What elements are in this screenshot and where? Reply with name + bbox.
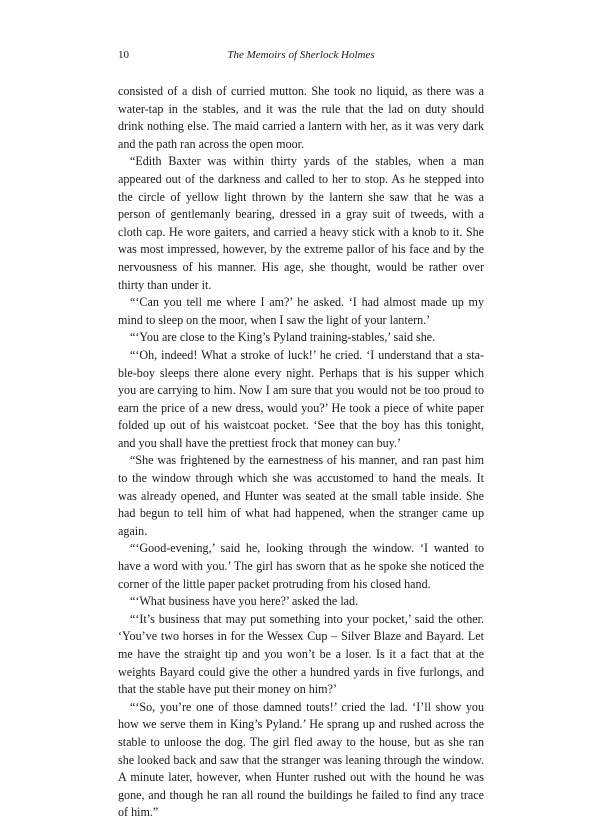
page-number: 10 (118, 49, 129, 61)
paragraph: consisted of a dish of curried mutton. She took no liquid, as there was a water-tap in the stables, and it was the rule that the lad on duty should drink nothing else. The maid carried a lantern with her, as it was very dark and the path ran across the open moor. (118, 84, 484, 151)
paragraph: “She was frightened by the earnestness of his manner, and ran past him to the window through which she was accustomed to hand the meals. It was already opened, and Hunter was seated at the small table inside. She had begun to tell him of what had happened, when the stranger came up again. (118, 453, 484, 538)
paragraph: “‘Oh, indeed! What a stroke of luck!’ he cried. ‘I understand that a stable-boy sleeps there alone every night. Perhaps that is his supper which you are carrying to him. Now I am sure that you would not be too proud to earn the price of a new dress, would you?’ He took a piece of white paper folded up out of his waistcoat pocket. ‘See that the boy has this tonight, and you shall have the prettiest frock that money can buy.’ (118, 347, 484, 450)
paragraph: “‘Can you tell me where I am?’ he asked. ‘I had almost made up my mind to sleep on the moor, when I saw the light of your lantern.’ (118, 295, 484, 327)
paragraph: “‘You are close to the King’s Pyland training-stables,’ said she. (130, 330, 436, 345)
paragraph: “Edith Baxter was within thirty yards of the stables, when a man appeared out of the darkness and called to her to stop. As he stepped into the circle of yellow light thrown by the lantern she saw that he was a person of gentlemanly bearing, dressed in a gray suit of tweeds, with a cloth cap. He wore gaiters, and carried a heavy stick with a knob to it. She was most impressed, however, by the extreme pallor of his face and by the nervousness of his manner. His age, she thought, would be rather over thirty than under it. (118, 154, 484, 292)
body-text (118, 83, 484, 822)
running-title: The Memoirs of Sherlock Holmes (227, 49, 375, 61)
paragraph: “‘It’s business that may put something into your pocket,’ said the other. ‘You’ve two horses in for the Wessex Cup – Silver Blaze and Bayard. Let me have the straight tip and you won’t be a loser. Is it a fact that at the weights Bayard could give the other a hundred yards in five furlongs, and that the stable have put their money on him?’ (118, 611, 484, 697)
running-head (118, 47, 484, 63)
paragraph: “‘What business have you here?’ asked the lad. (130, 594, 359, 609)
paragraph: “‘Good-evening,’ said he, looking through the window. ‘I wanted to have a word with you.’ The girl has sworn that as he spoke she noticed the corner of the little paper packet protruding from his closed hand. (118, 541, 484, 591)
paragraph: “‘So, you’re one of those damned touts!’ cried the lad. ‘I’ll show you how we serve them in King’s Pyland.’ He sprang up and rushed across the stable to unloose the dog. The girl fled away to the house, but as she ran she looked back and saw that the stranger was leaning through the window. A minute later, however, when Hunter rushed out with the hound he was gone, and though he ran all round the buildings he failed to find any trace of him.” (118, 699, 484, 820)
